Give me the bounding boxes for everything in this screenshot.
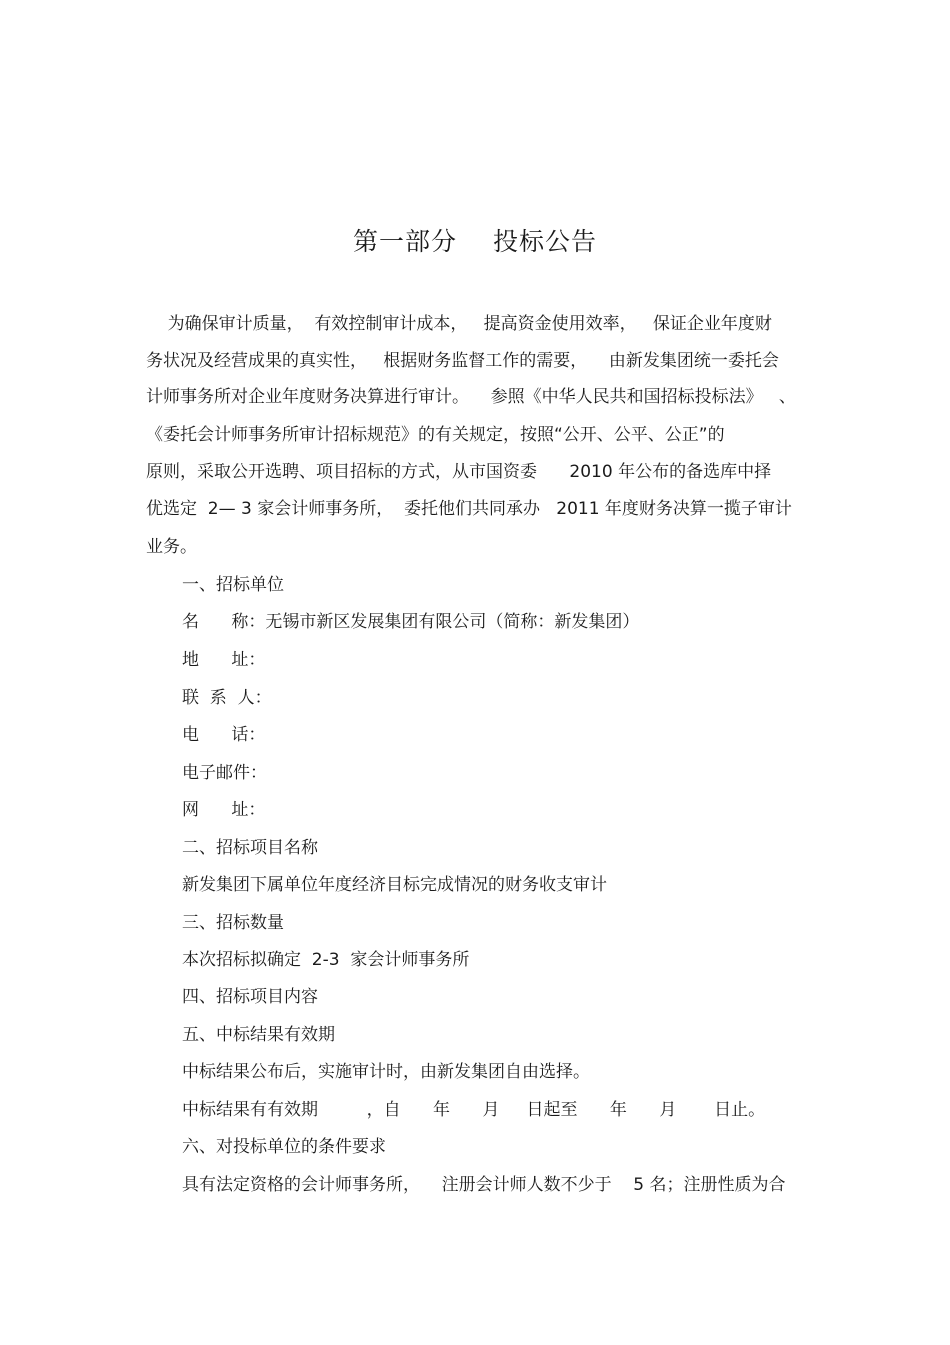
section-text: 本次招标拟确定 2-3 家会计师事务所	[182, 950, 470, 970]
section-text: 具有法定资格的会计师事务所， 注册会计师人数不少于 5 名；注册性质为合	[182, 1175, 786, 1195]
intro-line: 优选定 2— 3 家会计师事务所， 委托他们共同承办 2011 年度财务决算一揽子审计	[146, 499, 792, 519]
title-name: 投标公告	[493, 227, 598, 256]
field-contact: 联 系 人：	[182, 688, 272, 708]
section-heading: 三、招标数量	[182, 913, 284, 933]
section-text: 新发集团下属单位年度经济目标完成情况的财务收支审计	[182, 875, 607, 895]
field-address: 地 址：	[182, 650, 266, 670]
field-name: 名 称：无锡市新区发展集团有限公司（简称：新发集团）	[182, 612, 640, 632]
intro-line: 计师事务所对企业年度财务决算进行审计。 参照《中华人民共和国招标投标法》 、	[146, 387, 796, 407]
field-website: 网 址：	[182, 800, 266, 820]
field-email: 电子邮件：	[182, 763, 267, 783]
intro-line: 务状况及经营成果的真实性， 根据财务监督工作的需要， 由新发集团统一委托会	[146, 351, 779, 371]
section-text: 中标结果公布后，实施审计时，由新发集团自由选择。	[182, 1062, 590, 1082]
section-heading: 二、招标项目名称	[182, 838, 318, 858]
section-heading: 四、招标项目内容	[182, 987, 318, 1007]
title-part: 第一部分	[352, 227, 457, 256]
intro-line: 《委托会计师事务所审计招标规范》的有关规定，按照“公开、公平、公正”的	[146, 425, 725, 445]
page-title	[0, 222, 950, 258]
intro-line: 为确保审计质量， 有效控制审计成本， 提高资金使用效率， 保证企业年度财	[146, 314, 772, 334]
intro-line: 原则，采取公开选聘、项目招标的方式，从市国资委 2010 年公布的备选库中择	[146, 462, 772, 482]
section-heading: 一、招标单位	[182, 575, 284, 595]
section-heading: 五、中标结果有效期	[182, 1025, 335, 1045]
section-text: 中标结果有有效期 ，自 年 月 日起至 年 月 日止。	[182, 1100, 766, 1120]
intro-line: 业务。	[146, 537, 197, 557]
field-phone: 电 话：	[182, 725, 266, 745]
section-heading: 六、对投标单位的条件要求	[182, 1137, 386, 1157]
